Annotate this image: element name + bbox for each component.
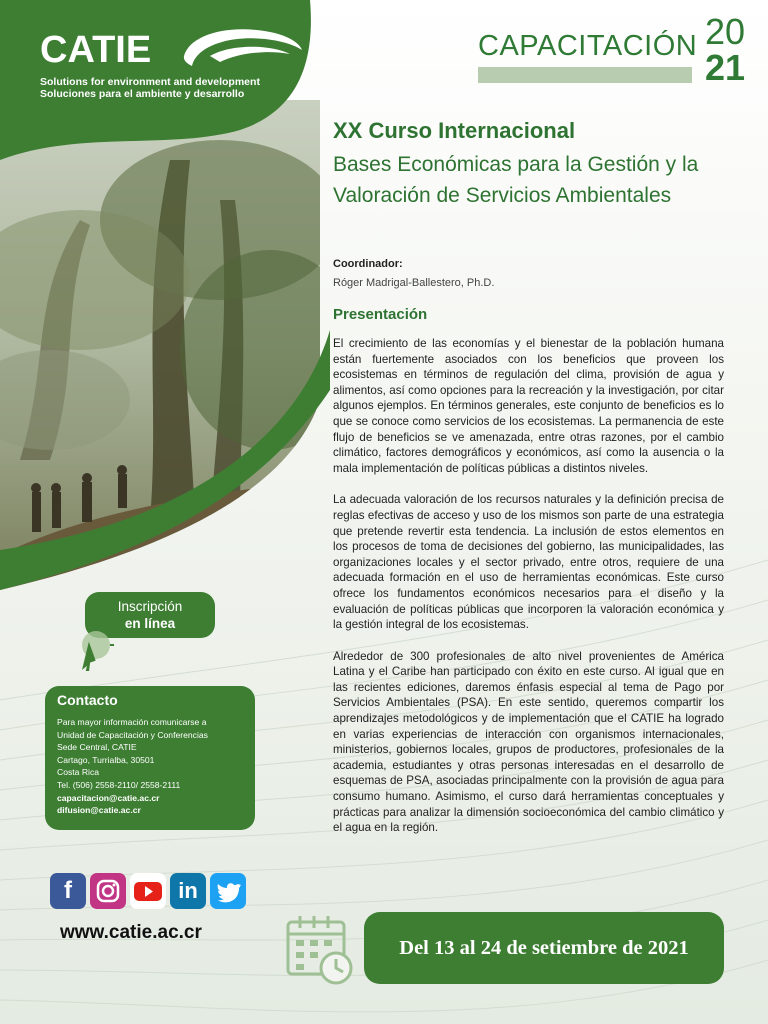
paragraph: Alrededor de 300 profesionales de alto nivel provenientes de América Latina y el Caribe han participado con éxito en este curso. Al igual que en las recientes ediciones, daremos énfasis especial al tema de Pago por Servicios Ambientales (PSA). En este sentido, queremos compartir los aprendizajes metodológicos y de implementación que el CATIE ha logrado en varias experiencias de interacción con organismos internacionales, ministerios, gobiernos locales, grupos de productores, profesionales de la academia, estudiantes y otras personas interesadas en el desarrollo de esquemas de PSA, asociadas principalmente con la provisión de agua para consumo humano. Asimismo, el curso dará herramientas conceptuales y prácticas para analizar la dimensión socioeconómica del cambio climático y el agua en la región.	[333, 649, 724, 835]
website-link[interactable]: www.catie.ac.cr	[60, 922, 202, 943]
contact-card	[45, 686, 255, 830]
year-top: 20	[705, 11, 746, 52]
contact-line: Costa Rica	[57, 767, 100, 778]
header-bar	[478, 67, 692, 83]
coordinator-label: Coordinador:	[333, 258, 403, 270]
presentation-heading: Presentación	[333, 306, 428, 323]
capacitacion-label: CAPACITACIÓN	[478, 30, 698, 62]
contact-line: Cartago, Turrialba, 30501	[57, 754, 155, 765]
contact-phone: Tel. (506) 2558-2110/ 2558-2111	[57, 779, 181, 790]
contact-heading: Contacto	[57, 692, 118, 708]
registration-line1: Inscripción	[117, 599, 183, 614]
coordinator-name: Róger Madrigal-Ballestero, Ph.D.	[333, 277, 495, 289]
logo-swoosh-icon	[180, 26, 305, 76]
logo-tagline-en: Solutions for environment and development	[40, 76, 260, 88]
paragraph: El crecimiento de las economías y el bienestar de la población humana están fuertemente asociados con los beneficios que proveen los ecosistemas en términos de regulación del clima, provisión de agua y alimentos, así como opciones para la recreación y la investigación, por citar algunos ejemplos. En términos generales, este conjunto de beneficios es lo que se conoce como servicios de los ecosistemas. La permanencia de este flujo de beneficios se ve amenazada, entre otras razones, por el cambio climático, factores demográficos y económicos, así como la ausencia o la mala implementación de políticas públicas a distintos niveles.	[333, 337, 724, 475]
catie-logo[interactable]	[40, 30, 260, 100]
contact-line: Para mayor información comunicarse a	[57, 717, 207, 727]
contact-line: Sede Central, CATIE	[57, 742, 137, 753]
instagram-icon[interactable]	[90, 873, 126, 909]
facebook-icon[interactable]: f	[50, 873, 86, 909]
linkedin-icon[interactable]: in	[170, 873, 206, 909]
course-dates: Del 13 al 24 de setiembre de 2021	[364, 912, 724, 984]
logo-tagline-es: Soluciones para el ambiente y desarrollo	[40, 88, 245, 100]
contact-line: Unidad de Capacitación y Conferencias	[57, 729, 208, 740]
logo-wordmark: CATIE	[40, 29, 152, 71]
youtube-icon[interactable]	[130, 873, 166, 909]
registration-line2: en línea	[124, 616, 176, 631]
green-wave-shape	[0, 330, 340, 610]
contact-email-difusion[interactable]: difusion@catie.ac.cr	[57, 805, 141, 816]
course-title: XX Curso Internacional	[333, 118, 576, 143]
course-subtitle: Bases Económicas para la Gestión y la Valoración de Servicios Ambientales	[333, 153, 699, 207]
calendar-clock-icon	[284, 914, 356, 986]
paragraph: La adecuada valoración de los recursos naturales y la definición precisa de reglas efectivas de acceso y uso de los mismos son parte de una estrategia que pretende revertir esta tendencia. La inclusión de estos elementos en los procesos de toma de decisiones del gobierno, las municipalidades, las organizaciones locales y el sector privado, entre otros, requiere de una adecuada formación en el uso de herramientas económicas. Este curso ofrece los fundamentos económicos necesarios para el diseño y la evaluación de políticas públicas que incorporen la valoración económica y la gestión integral de los ecosistemas.	[333, 493, 724, 632]
twitter-icon[interactable]	[210, 873, 246, 909]
cursor-click-icon	[70, 627, 114, 671]
presentation-body	[333, 336, 724, 852]
contact-email-capacitacion[interactable]: capacitacion@catie.ac.cr	[57, 792, 160, 803]
year-label	[705, 11, 746, 88]
year-bottom: 21	[705, 47, 746, 88]
